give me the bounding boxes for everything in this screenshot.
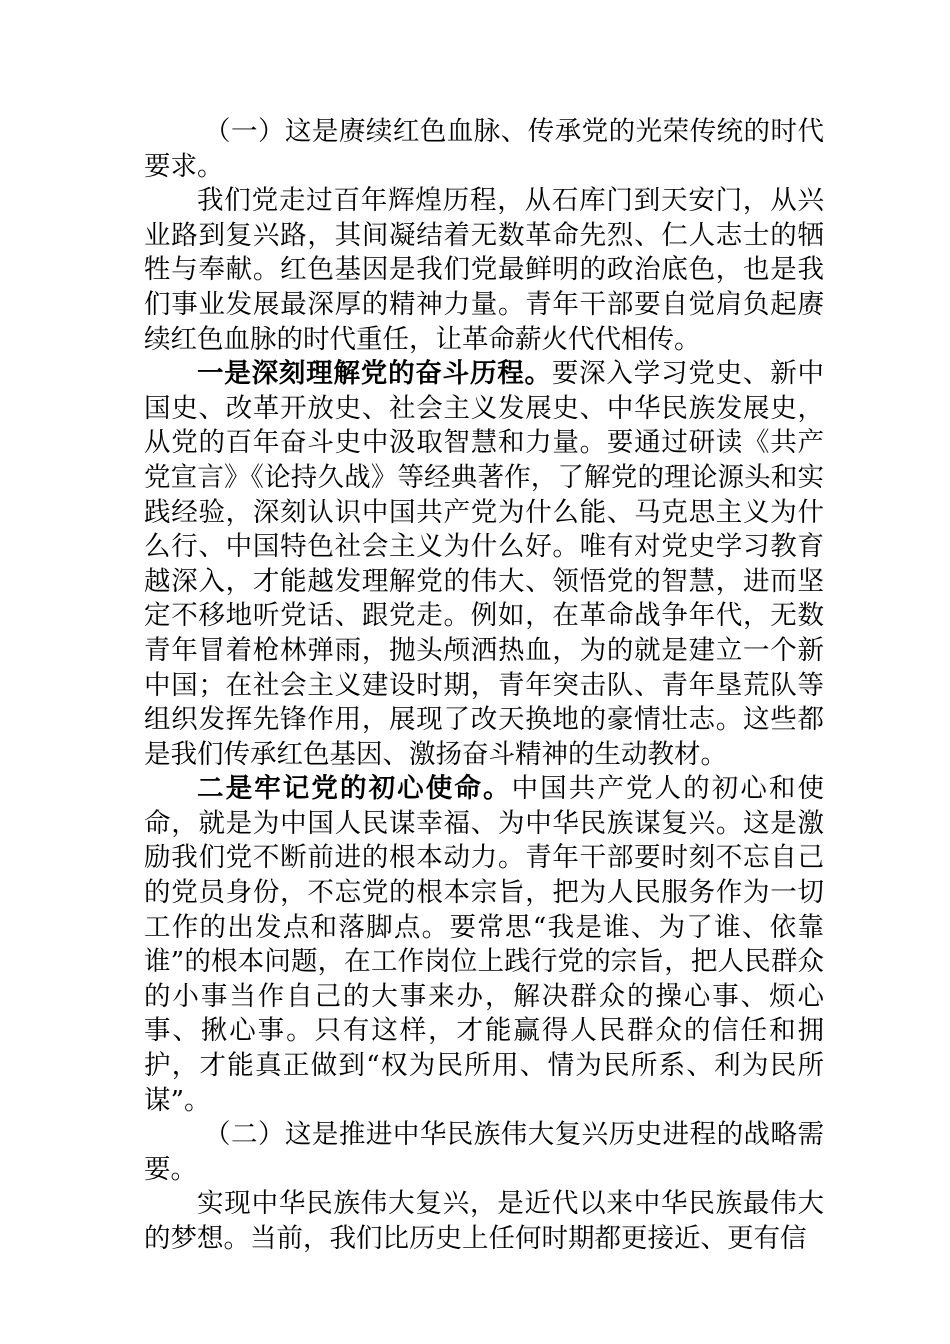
point-paragraph-2 bbox=[144, 772, 824, 1118]
point-lead-1: 一是深刻理解党的奋斗历程。 bbox=[197, 358, 552, 390]
point-text-1: 要深入学习党史、新中国史、改革开放史、社会主义发展史、中华民族发展史，从党的百年奋斗史中汲取智慧和力量。要通过研读《共产党宣言》《论持久战》等经典著作，了解党的理论源头和实践经验，深刻认识中国共产党为什么能、马克思主义为什么行、中国特色社会主义为什么好。唯有对党史学习教育越深入，才能越发理解党的伟大、领悟党的智慧，进而坚定不移地听党话、跟党走。例如，在革命战争年代，无数青年冒着枪林弹雨，抛头颅洒热血，为的就是建立一个新中国；在社会主义建设时期，青年突击队、青年垦荒队等组织发挥先锋作用，展现了改天换地的豪情壮志。这些都是我们传承红色基因、激扬奋斗精神的生动教材。 bbox=[144, 358, 825, 770]
body-paragraph-1: 我们党走过百年辉煌历程，从石库门到天安门，从兴业路到复兴路，其间凝结着无数革命先烈、仁人志士的牺牲与奉献。红色基因是我们党最鲜明的政治底色，也是我们事业发展最深厚的精神力量。青年干部要自觉肩负起赓续红色血脉的时代重任，让革命薪火代代相传。 bbox=[144, 185, 824, 355]
document-body bbox=[144, 115, 824, 1257]
point-paragraph-1 bbox=[144, 357, 824, 772]
point-lead-2: 二是牢记党的初心使命。 bbox=[197, 773, 512, 805]
section-heading-1: （一）这是赓续红色血脉、传承党的光荣传统的时代要求。 bbox=[144, 116, 824, 182]
point-text-2: 中国共产党人的初心和使命，就是为中国人民谋幸福、为中华民族谋复兴。这是激励我们党不断前进的根本动力。青年干部要时刻不忘自己的党员身份，不忘党的根本宗旨，把为人民服务作为一切工作的出发点和落脚点。要常思“我是谁、为了谁、依靠谁”的根本问题，在工作岗位上践行党的宗旨，把人民群众的小事当作自己的大事来办，解决群众的操心事、烦心事、揪心事。只有这样，才能赢得人民群众的信任和拥护，才能真正做到“权为民所用、情为民所系、利为民所谋”。 bbox=[144, 773, 825, 1116]
section-heading-2: （二）这是推进中华民族伟大复兴历史进程的战略需要。 bbox=[144, 1119, 824, 1185]
body-paragraph-2: 实现中华民族伟大复兴，是近代以来中华民族最伟大的梦想。当前，我们比历史上任何时期都更接近、更有信 bbox=[144, 1188, 824, 1254]
